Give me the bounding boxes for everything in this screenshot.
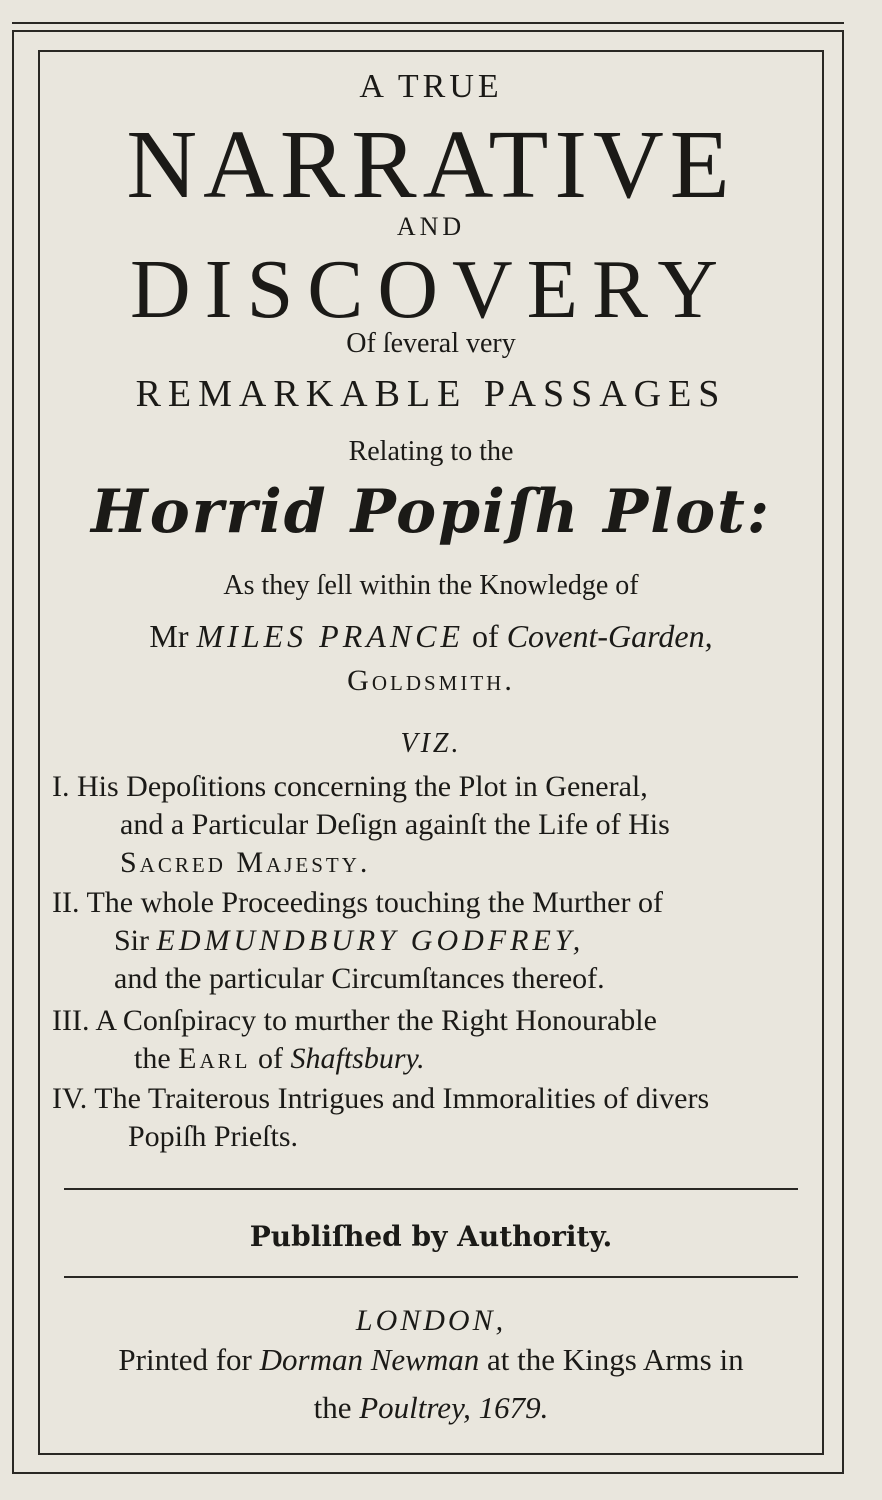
divider-lower — [64, 1276, 798, 1278]
item-text: His Depoſitions concerning the Plot in General, — [77, 770, 648, 803]
author-prefix: Mr — [149, 618, 189, 654]
item-number: IV. — [52, 1082, 88, 1115]
imprint-location: at the Kings Arms in — [486, 1342, 744, 1377]
item-title-earl: Earl — [178, 1042, 251, 1075]
item-text: the — [134, 1042, 171, 1075]
item-text: Sacred Majesty. — [120, 846, 371, 879]
item-text: and a Particular Deſign againſt the Life of His — [120, 808, 670, 841]
top-rule — [12, 22, 844, 24]
list-item — [52, 884, 816, 998]
published-by-authority: Publiſhed by Authority. — [249, 1220, 613, 1253]
title-line-and: AND — [396, 212, 466, 241]
author-trade: Goldsmith. — [347, 664, 515, 697]
item-text: of — [257, 1042, 283, 1075]
author-name: MILES PRANCE — [196, 618, 465, 654]
item-text: The Traiterous Intrigues and Immoralities of divers — [94, 1082, 710, 1115]
imprint-city: LONDON, — [355, 1304, 507, 1337]
imprint-printer: Dorman Newman — [259, 1342, 480, 1377]
imprint-line-2 — [40, 1390, 822, 1426]
title-line-relating: Relating to the — [348, 436, 514, 467]
title-line-remarkable: REMARKABLE PASSAGES — [135, 373, 727, 415]
title-line-a-true: A TRUE — [359, 68, 503, 105]
list-item — [52, 768, 816, 882]
imprint-street: Poultrey, — [359, 1390, 471, 1425]
item-text: A Conſpiracy to murther the Right Honourable — [95, 1004, 657, 1037]
item-text: Sir — [114, 924, 150, 957]
author-line — [40, 618, 822, 655]
author-place: Covent-Garden, — [506, 618, 713, 654]
title-line-discovery: DISCOVERY — [129, 243, 733, 336]
imprint-printed-for: Printed for — [118, 1342, 252, 1377]
item-number: III. — [52, 1004, 90, 1037]
title-line-several: Of ſeveral very — [346, 328, 516, 359]
item-number: I. — [52, 770, 70, 803]
item-name-godfrey: EDMUNDBURY GODFREY, — [156, 924, 585, 957]
item-text: Popiſh Prieſts. — [128, 1120, 299, 1153]
item-name-shaftsbury: Shaftsbury. — [290, 1042, 425, 1075]
item-number: II. — [52, 886, 80, 919]
item-text: The whole Proceedings touching the Murther of — [86, 886, 663, 919]
title-line-narrative: NARRATIVE — [126, 111, 736, 219]
viz-heading: VIZ. — [400, 728, 462, 759]
list-item — [52, 1002, 816, 1078]
title-line-knowledge: As they ſell within the Knowledge of — [223, 570, 639, 601]
divider-upper — [64, 1188, 798, 1190]
item-text: and the particular Circumſtances thereof. — [114, 962, 605, 995]
title-line-horrid-plot: Horrid Popiſh Plot: — [91, 477, 771, 547]
author-of: of — [472, 618, 499, 654]
imprint-year: 1679. — [478, 1390, 549, 1425]
imprint-the: the — [313, 1390, 352, 1425]
list-item — [52, 1080, 816, 1156]
imprint-line-1 — [40, 1342, 822, 1378]
